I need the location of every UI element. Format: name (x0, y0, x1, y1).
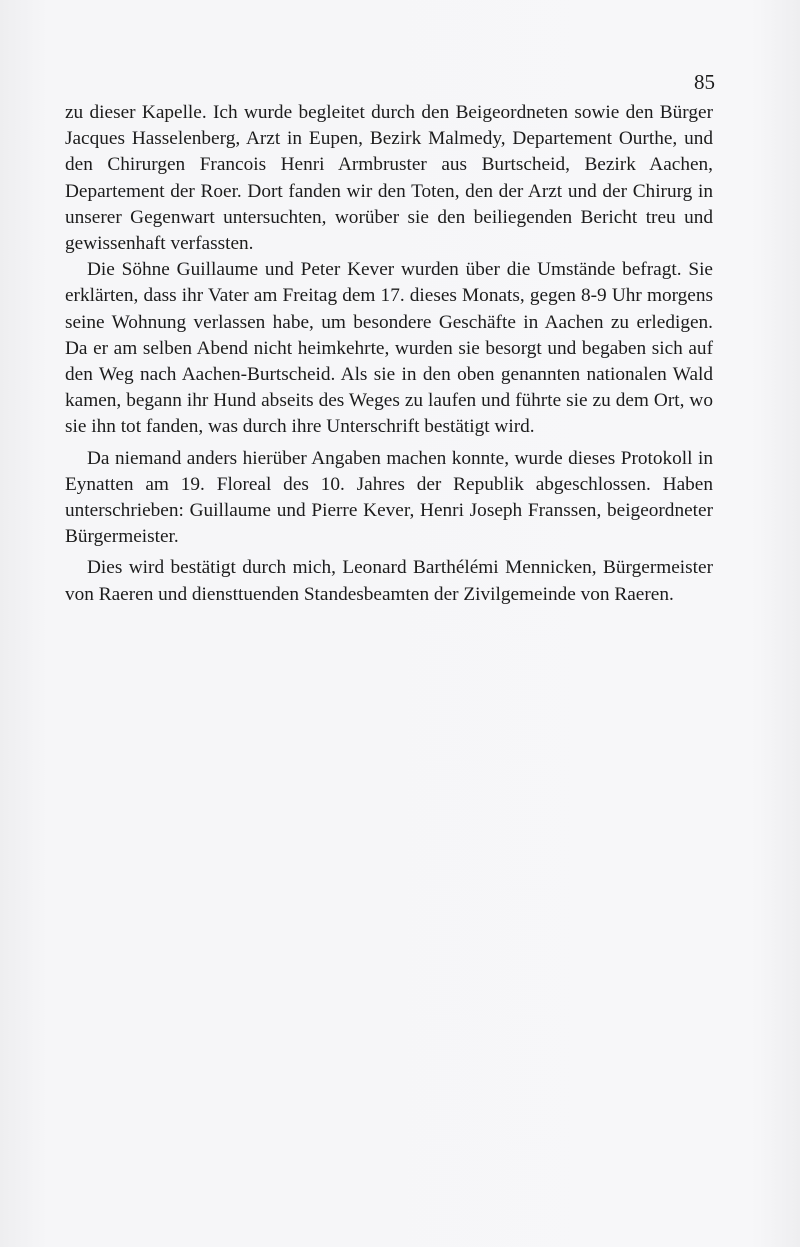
paragraph-4: Dies wird bestätigt durch mich, Leonard Barthélémi Mennicken, Bürgermeister von Raeren und diensttuenden Standesbeamten der Zivilgemeinde von Raeren. (65, 557, 713, 605)
page-number: 85 (694, 70, 715, 94)
paragraph-3: Da niemand anders hierüber Angaben machen konnte, wurde dieses Protokoll in Eynatten am 19. Floreal des 10. Jahres der Republik abgeschlossen. Haben unterschrieben: Guillaume und Pierre Kever, Henri Joseph Franssen, beigeordneter Bürgermeister. (65, 447, 713, 548)
paragraph-1: zu dieser Kapelle. Ich wurde begleitet durch den Beigeordneten sowie den Bürger Jacques Hasselenberg, Arzt in Eupen, Bezirk Malmedy, Departement Ourthe, und den Chirurgen Francois Henri Armbruster aus Burtscheid, Bezirk Aachen, Departement der Roer. Dort fanden wir den Toten, den der Arzt und der Chirurg in unserer Gegenwart untersuchten, worüber sie den beiliegenden Bericht treu und gewissenhaft verfassten. (65, 102, 713, 255)
paragraph-2: Die Söhne Guillaume und Peter Kever wurden über die Umstände befragt. Sie erklärten, dass ihr Vater am Freitag dem 17. dieses Monats, gegen 8-9 Uhr morgens seine Wohnung verlassen habe, um besondere Geschäfte in Aachen zu erledigen. Da er am selben Abend nicht heimkehrte, wurden sie besorgt und begaben sich auf den Weg nach Aachen-Burtscheid. Als sie in den oben genannten nationalen Wald kamen, begann ihr Hund abseits des Weges zu laufen und führte sie zu dem Ort, wo sie ihn tot fanden, was durch ihre Unterschrift bestätigt wird. (65, 259, 713, 438)
body-text (65, 100, 713, 608)
